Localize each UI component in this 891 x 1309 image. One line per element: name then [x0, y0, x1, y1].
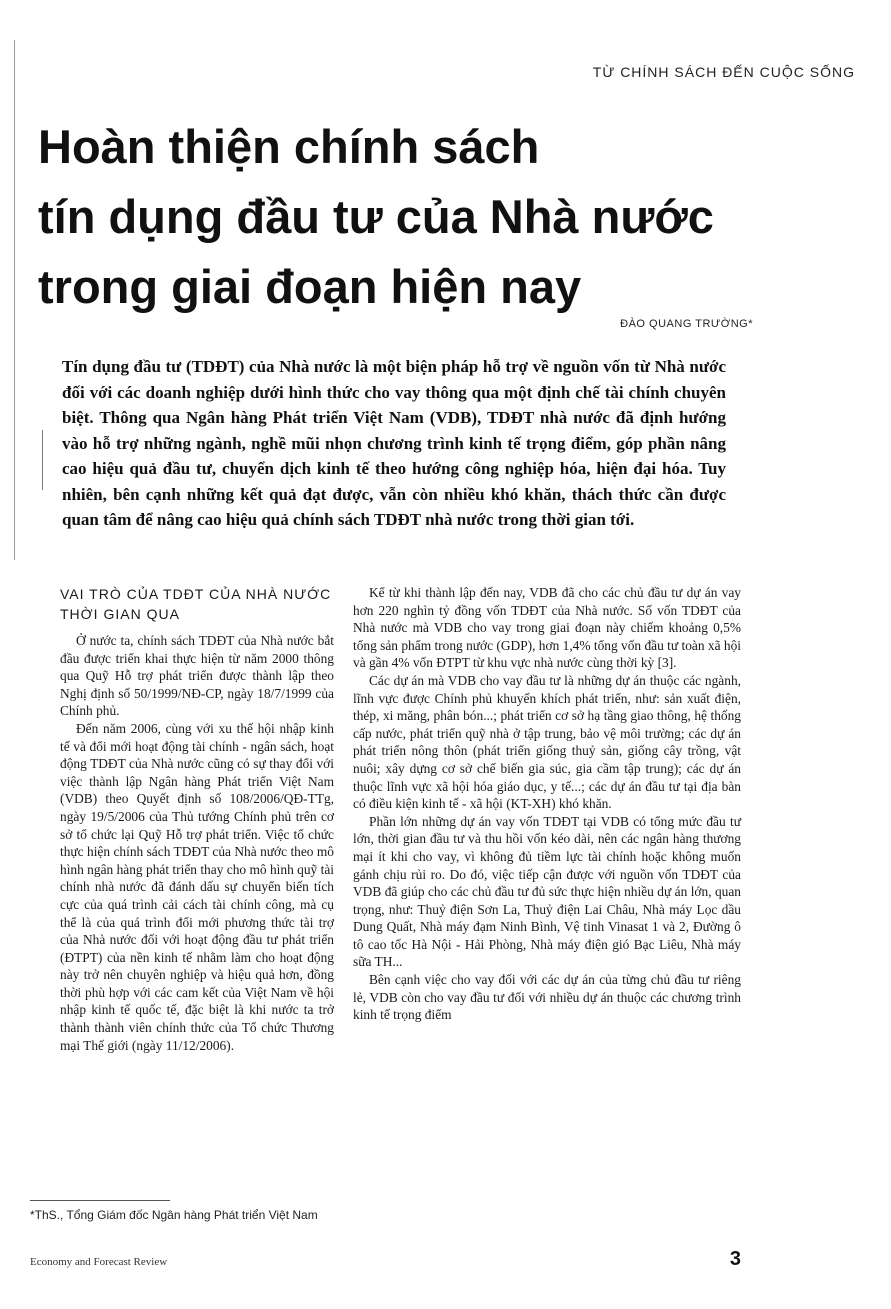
- article-abstract: Tín dụng đầu tư (TDĐT) của Nhà nước là một biện pháp hỗ trợ về nguồn vốn từ Nhà nước đối với các doanh nghiệp dưới hình thức cho vay thông qua một định chế tài chính chuyên biệt. Thông qua Ngân hàng Phát triển Việt Nam (VDB), TDĐT nhà nước đã định hướng vào hỗ trợ những ngành, nghề mũi nhọn chương trình kinh tế trọng điểm, góp phần nâng cao hiệu quả đầu tư, chuyển dịch kinh tế theo hướng công nghiệp hóa, hiện đại hóa. Tuy nhiên, bên cạnh những kết quả đạt được, vẫn còn nhiều khó khăn, thách thức cần được quan tâm để nâng cao hiệu quả chính sách TDĐT nhà nước trong thời gian tới.: [62, 357, 726, 529]
- title-line-3: trong giai đoạn hiện nay: [38, 260, 582, 313]
- article-title: [38, 112, 838, 322]
- left-paragraph-2: Đến năm 2006, cùng với xu thế hội nhập kinh tế và đổi mới hoạt động tài chính - ngân sách, hoạt động TDĐT của Nhà nước cũng có sự thay đổi với việc thành lập Ngân hàng Phát triển Việt Nam (VDB) theo Quyết định số 108/2006/QĐ-TTg, ngày 19/5/2006 của Thủ tướng Chính phủ trên cơ sở tổ chức lại Quỹ Hỗ trợ phát triển. Việc tổ chức thực hiện chính sách TDĐT của Nhà nước theo mô hình ngân hàng phát triển thay cho mô hình quỹ tài chính nhà nước đã đánh dấu sự chuyển biến tích cực của quá trình cải cách tài chính công, mà cụ thể là của quá trình đổi mới phương thức tài trợ của Nhà nước đối với hoạt động đầu tư phát triển (ĐTPT) của nền kinh tế nhằm làm cho hoạt động này trở nên chuyên nghiệp và hiệu quả hơn, đồng thời phù hợp với các cam kết của Việt Nam về hội nhập kinh tế quốc tế, đặc biệt là khi nước ta trở thành thành viên chính thức của Tổ chức Thương mại Thế giới (ngày 11/12/2006).: [60, 720, 334, 1053]
- left-column: [60, 584, 334, 1054]
- author-footnote: *ThS., Tổng Giám đốc Ngân hàng Phát triển Việt Nam: [30, 1208, 318, 1222]
- page-number: 3: [729, 1248, 741, 1270]
- left-paragraph-1: Ở nước ta, chính sách TDĐT của Nhà nước bắt đầu được triển khai thực hiện từ năm 2000 thông qua Quỹ Hỗ trợ phát triển được thành lập theo Nghị định số 50/1999/NĐ-CP, ngày 18/7/1999 của Chính phủ.: [60, 633, 334, 719]
- binding-edge-mark: [42, 430, 43, 490]
- title-line-2: tín dụng đầu tư của Nhà nước: [38, 190, 714, 243]
- binding-edge-line: [14, 40, 15, 560]
- title-line-1: Hoàn thiện chính sách: [38, 120, 540, 173]
- right-paragraph-4: Bên cạnh việc cho vay đối với các dự án của từng chủ đầu tư riêng lẻ, VDB còn cho vay đầu tư đối với nhiều dự án thuộc các chương trình kinh tế trọng điểm: [353, 972, 741, 1023]
- section-header: TỪ CHÍNH SÁCH ĐẾN CUỘC SỐNG: [592, 64, 855, 80]
- author-byline: ĐÀO QUANG TRƯỜNG*: [620, 318, 753, 330]
- section-heading: VAI TRÒ CỦA TDĐT CỦA NHÀ NƯỚC THỜI GIAN QUA: [60, 586, 332, 622]
- journal-name: Economy and Forecast Review: [30, 1256, 168, 1268]
- footnote-divider: [30, 1200, 170, 1201]
- right-paragraph-1: Kể từ khi thành lập đến nay, VDB đã cho các chủ đầu tư dự án vay hơn 220 nghìn tỷ đồng vốn TDĐT của Nhà nước. Số vốn TDĐT của Nhà nước mà VDB cho vay trong giai đoạn này chiếm khoảng 0,5% tổng sản phẩm trong nước (GDP), hơn 1,4% tổng vốn đầu tư toàn xã hội và gần 4% vốn ĐTPT từ khu vực nhà nước cùng thời kỳ [3].: [353, 585, 741, 671]
- right-paragraph-2: Các dự án mà VDB cho vay đầu tư là những dự án thuộc các ngành, lĩnh vực được Chính phủ khuyến khích phát triển, như: sản xuất điện, thép, xi măng, phân bón...; phát triển cơ sở hạ tầng giao thông, hệ thống cấp nước, phát triển quỹ nhà ở tập trung, bảo vệ môi trường; các dự án phát triển nông thôn (phát triển giống thuỷ sản, giống cây trồng, vật nuôi; xây dựng cơ sở chế biến gia súc, gia cầm tập trung); các dự án thuộc lĩnh vực xã hội hóa giáo dục, y tế...; các dự án đầu tư tại địa bàn có điều kiện kinh tế - xã hội (KT-XH) khó khăn.: [353, 672, 741, 812]
- right-column: [353, 584, 741, 1024]
- right-paragraph-3: Phần lớn những dự án vay vốn TDĐT tại VDB có tổng mức đầu tư lớn, thời gian đầu tư và thu hồi vốn kéo dài, nên các ngân hàng thương mại ít khi cho vay, vì không đủ tiềm lực tài chính hoặc không muốn gánh chịu rủi ro. Do đó, việc tiếp cận được với nguồn vốn TDĐT của VDB đã giúp cho các chủ đầu tư đủ sức thực hiện nhiều dự án lớn, quan trọng, như: Thuỷ điện Sơn La, Thuỷ điện Lai Châu, Nhà máy Lọc dầu Dung Quất, Nhà máy đạm Ninh Bình, Vệ tinh Vinasat 1 và 2, Đường ô tô cao tốc Hà Nội - Hải Phòng, Nhà máy điện gió Bạc Liêu, Nhà máy sữa TH...: [353, 813, 741, 970]
